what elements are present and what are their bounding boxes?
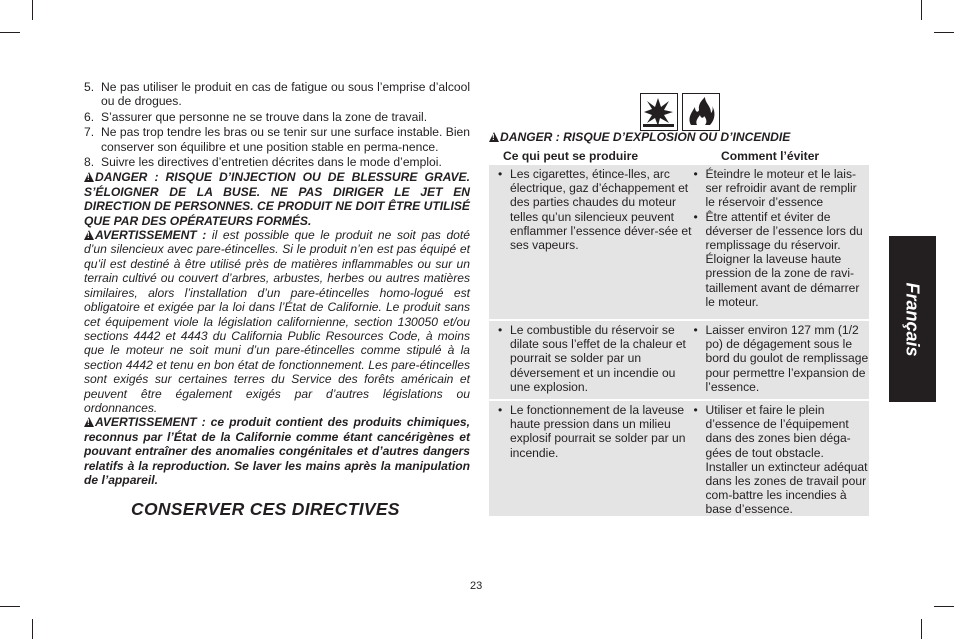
- table-row: [489, 165, 869, 321]
- warning-triangle-icon: [489, 132, 499, 142]
- crop-mark: [0, 606, 20, 607]
- cause-text: Le combustible du réservoir se dilate sous l’effet de la chaleur et pourrait se solder par un déversement et un incendie ou une explosion.: [510, 323, 686, 394]
- list-item: [693, 210, 869, 309]
- remedy-text: Laisser environ 127 mm (1/2 po) de dégagement sous le bord du goulot de remplissage pour permettre l’expansion de l’essence.: [705, 323, 869, 394]
- bullet: •: [693, 403, 698, 417]
- crop-mark: [32, 619, 33, 639]
- page-number: 23: [470, 580, 483, 592]
- crop-mark: [921, 619, 922, 639]
- chemicals-warning: [84, 415, 470, 487]
- crop-mark: [921, 0, 922, 20]
- remedy-text: Être attentif et éviter de déverser de l’essence lors du remplissage du réservoir. Éloigner la laveuse haute pression de la zone de ravi-taillement avant de démarrer le moteur.: [705, 209, 863, 309]
- language-tab: [889, 236, 936, 402]
- cause-cell: [489, 323, 693, 392]
- crop-mark: [934, 606, 954, 607]
- left-column: [84, 80, 470, 487]
- list-item: [693, 403, 869, 517]
- list-item: [84, 125, 470, 154]
- remedy-cell: [693, 403, 869, 517]
- bullet: •: [693, 209, 698, 224]
- column-header-remedy: Comment l’éviter: [721, 149, 820, 163]
- warning-lead: AVERTISSEMENT :: [95, 228, 207, 243]
- danger-injection-warning: [84, 170, 470, 228]
- item-text: Suivre les directives d’entretien décrites dans le mode d’emploi.: [101, 155, 442, 170]
- cause-cell: [489, 403, 693, 509]
- crop-mark: [0, 32, 20, 33]
- remedy-cell: [693, 323, 869, 392]
- item-number: 6.: [84, 109, 95, 124]
- item-text: Ne pas utiliser le produit en cas de fatigue ou sous l’emprise d’alcool ou de drogues.: [101, 80, 470, 109]
- bullet: •: [498, 323, 503, 337]
- list-item: [693, 323, 869, 394]
- remedy-text: Utiliser et faire le plein d’essence de l’équipement dans des zones bien déga-gées de tout obstacle. Installer un extincteur adéquat dans les zones de travail pour com-battre les incendies à base d’essence.: [705, 403, 868, 517]
- chemicals-warning-text: AVERTISSEMENT : ce produit contient des produits chimiques, reconnus par l’État de la Californie comme étant cancérigènes et pouvant entraîner des anomalies congénitales et d’autres dangers relatifs à la reproduction. Se laver les mains après la manipulation de l’appareil.: [84, 415, 470, 487]
- item-text: Ne pas trop tendre les bras ou se tenir sur une surface instable. Bien conserver son équilibre et une position stable en perma-nence.: [101, 125, 470, 154]
- crop-mark: [32, 0, 33, 20]
- cause-cell: [489, 167, 693, 312]
- save-instructions-heading: CONSERVER CES DIRECTIVES: [131, 499, 400, 519]
- warning-text: il est possible que le produit ne soit pas doté d’un silencieux avec pare-étincelles. Si le produit n’en est pas équipé et qu’il est destiné à être utilisé près de matières inflammables ou sur un terrain cultivé ou couvert d’arbres, arbustes, herbes ou autres matières similaires, alors l’installation d’un pare-étincelles homo-logué est obligatoire et exigée par la loi dans l’État de Californie. Le produit sans cet équipement viole la législation californienne, section 130050 et/ou sections 4442 et 4443 du California Public Resources Code, à moins que le moteur ne soit muni d’un pare-étincelles comme stipulé à la section 4442 et tenu en bon état de fonctionnement. Les pare-étincelles sont exigés sur certaines terres du Service des forêts américain et peuvent être également exigés par d’autres législations ou ordonnances.: [84, 228, 470, 415]
- spark-arrestor-warning: [84, 228, 470, 415]
- hazard-table: [489, 165, 869, 516]
- warning-triangle-icon: [84, 172, 94, 182]
- remedy-cell: [693, 167, 869, 312]
- warning-triangle-icon: [84, 230, 94, 240]
- danger-explosion-heading: [489, 130, 790, 144]
- explosion-icon: [640, 93, 678, 131]
- bullet: •: [693, 167, 698, 181]
- item-number: 8.: [84, 155, 95, 170]
- bullet: •: [693, 323, 698, 337]
- cause-text: Les cigarettes, étince-lles, arc électrique, gaz d’échappement et des parties chaudes du moteur telles qu’un silencieux peuvent enflammer l’essence déver-sée et ses vapeurs.: [510, 167, 692, 253]
- column-header-cause: Ce qui peut se produire: [503, 149, 639, 163]
- list-item: [84, 80, 470, 109]
- warning-triangle-icon: [84, 417, 94, 427]
- list-item: [498, 403, 693, 460]
- list-item: [84, 110, 470, 124]
- table-row: [489, 321, 869, 401]
- bullet: •: [498, 167, 503, 181]
- list-item: [84, 155, 470, 169]
- fire-icon: [682, 93, 720, 131]
- hazard-icons: [640, 93, 720, 131]
- danger-heading-text: DANGER : RISQUE D’EXPLOSION OU D’INCENDIE: [500, 130, 791, 144]
- item-text: S’assurer que personne ne se trouve dans la zone de travail.: [101, 109, 428, 124]
- list-item: [693, 167, 869, 210]
- item-number: 7.: [84, 125, 95, 140]
- remedy-text: Éteindre le moteur et le lais-ser refroidir avant de remplir le réservoir d’essence: [705, 167, 857, 210]
- list-item: [498, 323, 693, 394]
- crop-mark: [934, 32, 954, 33]
- danger-injection-text: DANGER : RISQUE D’INJECTION OU DE BLESSURE GRAVE. S’ÉLOIGNER DE LA BUSE. NE PAS DIRIGER LE JET EN DIRECTION DE PERSONNES. CE PRODUIT NE DOIT ÊTRE UTILISÉ QUE PAR DES OPÉRATEURS FORMÉS.: [84, 170, 470, 228]
- bullet: •: [498, 403, 503, 417]
- item-number: 5.: [84, 80, 95, 94]
- table-row: [489, 401, 869, 516]
- list-item: [498, 167, 693, 252]
- cause-text: Le fonctionnement de la laveuse haute pression dans un milieu explosif pourrait se solder par un incendie.: [510, 403, 686, 460]
- language-tab-label: Français: [903, 281, 924, 357]
